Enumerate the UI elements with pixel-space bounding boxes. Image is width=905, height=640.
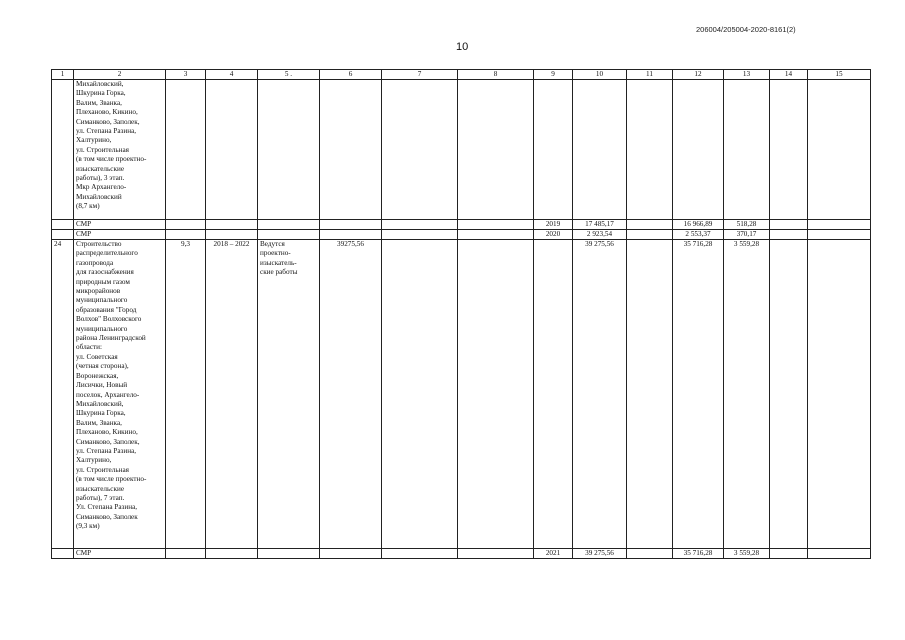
table-cell	[770, 230, 808, 240]
table-row	[52, 220, 871, 230]
header-cell: 12	[673, 70, 724, 80]
table-cell	[52, 549, 74, 559]
header-cell: 7	[382, 70, 458, 80]
value-cell: 39 275,56	[573, 240, 627, 549]
table-cell	[320, 230, 382, 240]
table-cell	[808, 80, 871, 220]
table-cell	[573, 80, 627, 220]
table-cell	[206, 549, 258, 559]
header-cell: 10	[573, 70, 627, 80]
table-cell	[673, 80, 724, 220]
header-cell: 15	[808, 70, 871, 80]
value-cell: 370,17	[724, 230, 770, 240]
table-cell	[52, 230, 74, 240]
table-cell	[770, 240, 808, 549]
table-cell	[382, 220, 458, 230]
table-cell	[534, 240, 573, 549]
period-cell: 2018 – 2022	[206, 240, 258, 549]
table-row	[52, 240, 871, 549]
year-cell: 2019	[534, 220, 573, 230]
table-cell	[382, 240, 458, 549]
value-cell: 3 559,28	[724, 549, 770, 559]
table-cell	[166, 220, 206, 230]
table-cell	[382, 80, 458, 220]
header-cell: 8	[458, 70, 534, 80]
value-cell: 3 559,28	[724, 240, 770, 549]
table-cell	[382, 230, 458, 240]
table-cell	[206, 220, 258, 230]
table-cell	[320, 549, 382, 559]
value-cell: 2 553,37	[673, 230, 724, 240]
header-cell: 9	[534, 70, 573, 80]
table-cell	[166, 230, 206, 240]
year-cell: 2020	[534, 230, 573, 240]
table-cell	[627, 220, 673, 230]
header-cell: 4	[206, 70, 258, 80]
row-label: СМР	[74, 220, 166, 230]
table-cell	[258, 220, 320, 230]
value-cell: 2 923,54	[573, 230, 627, 240]
table-cell	[458, 220, 534, 230]
table-cell	[206, 80, 258, 220]
header-cell: 14	[770, 70, 808, 80]
table-cell	[627, 80, 673, 220]
table-cell	[770, 80, 808, 220]
header-cell: 2	[74, 70, 166, 80]
table-cell	[206, 230, 258, 240]
table-cell	[458, 549, 534, 559]
table-cell	[52, 220, 74, 230]
table-cell	[627, 549, 673, 559]
table-cell	[458, 240, 534, 549]
value-cell: 518,28	[724, 220, 770, 230]
table-cell	[770, 549, 808, 559]
table-row	[52, 230, 871, 240]
table-cell	[808, 220, 871, 230]
value-cell: 16 966,89	[673, 220, 724, 230]
header-cell: 13	[724, 70, 770, 80]
header-cell: 3	[166, 70, 206, 80]
table-cell	[166, 549, 206, 559]
table-cell	[627, 230, 673, 240]
header-cell: 6	[320, 70, 382, 80]
table-cell	[808, 240, 871, 549]
object-name-cell: Михайловский, Шкурина Горка, Валим, Званка, Плеханово, Кикино, Симанково, Заполек, ул. Степана Разина, Халтурино, ул. Строительная (в том числе проектно- изыскательские работы), 3 этап. Мкр Архангело- Михайловский (8,7 км)	[74, 80, 166, 220]
table-cell	[258, 80, 320, 220]
document-id: 206004/205004-2020-8161(2)	[696, 25, 796, 34]
row-label: СМР	[74, 230, 166, 240]
table-cell	[258, 549, 320, 559]
value-cell: 35 716,28	[673, 549, 724, 559]
header-row	[52, 70, 871, 80]
table-cell	[166, 80, 206, 220]
header-cell: 1	[52, 70, 74, 80]
table-cell	[534, 80, 573, 220]
object-name-cell: Строительство распределительного газопровода для газоснабжения природным газом микрорайонов муниципального образования "Город Волхов" Волховского муниципального района Ленинградской области: ул. Советская (четная сторона), Воронежская, Лисички, Новый поселок, Архангело- Михайловский, Шкурина Горка, Валим, Званка, Плеханово, Кикино, Симанково, Заполек, ул. Степана Разина, Халтурино, ул. Строительная (в том числе проектно- изыскательские работы), 7 этап. Ул. Степана Разина, Симанково, Заполек (9,3 км)	[74, 240, 166, 549]
table-cell	[258, 230, 320, 240]
page-number: 10	[456, 41, 469, 53]
table-cell	[52, 80, 74, 220]
table-cell	[382, 549, 458, 559]
cost-cell: 39275,56	[320, 240, 382, 549]
value-cell: 17 485,17	[573, 220, 627, 230]
table-row	[52, 549, 871, 559]
year-cell: 2021	[534, 549, 573, 559]
table-cell	[320, 220, 382, 230]
table-cell	[770, 220, 808, 230]
value-cell: 39 275,56	[573, 549, 627, 559]
length-cell: 9,3	[166, 240, 206, 549]
table-cell	[320, 80, 382, 220]
table-cell	[808, 549, 871, 559]
table-cell	[458, 80, 534, 220]
item-number-cell: 24	[52, 240, 74, 549]
status-cell: Ведутся проектно- изыскатель- ские работы	[258, 240, 320, 549]
row-label: СМР	[74, 549, 166, 559]
data-table	[51, 69, 871, 559]
table-cell	[627, 240, 673, 549]
header-cell: 11	[627, 70, 673, 80]
header-cell: 5 .	[258, 70, 320, 80]
table-cell	[808, 230, 871, 240]
value-cell: 35 716,28	[673, 240, 724, 549]
table-cell	[458, 230, 534, 240]
table-row	[52, 80, 871, 220]
table-cell	[724, 80, 770, 220]
